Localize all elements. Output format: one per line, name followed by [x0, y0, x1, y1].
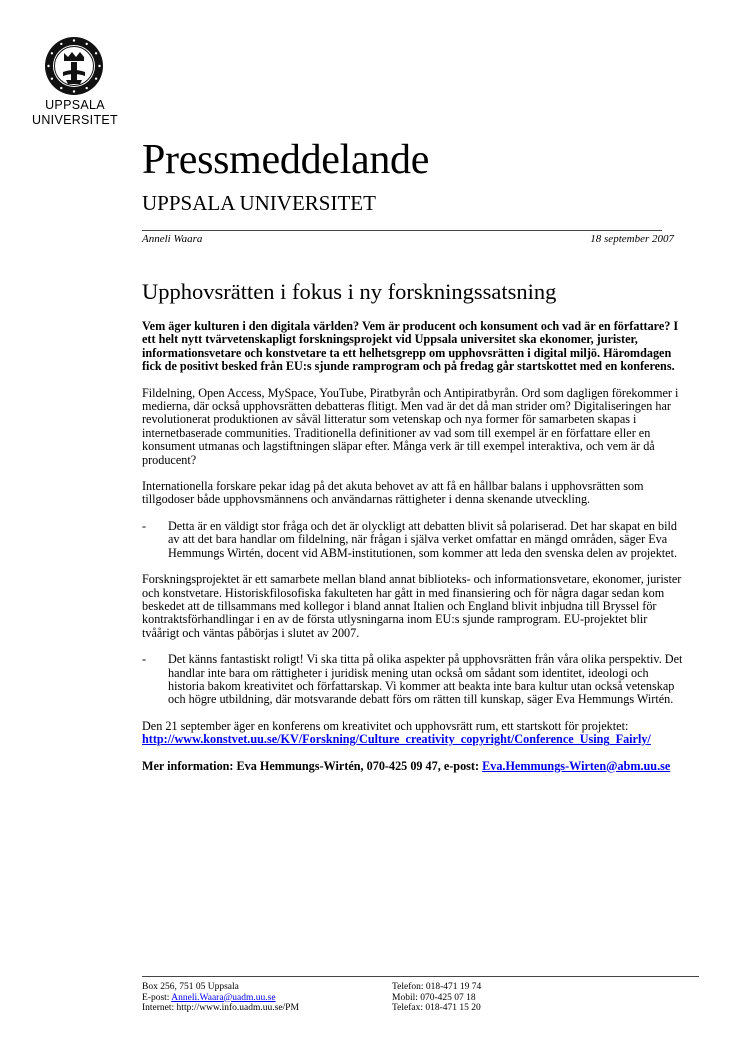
article-body: [142, 320, 687, 786]
press-headline: Upphovsrätten i fokus i ny forskningssatsning: [142, 279, 557, 304]
uppsala-university-seal-icon: [44, 36, 104, 96]
paragraph-4: [142, 720, 687, 747]
contact-email-link[interactable]: Eva.Hemmungs-Wirten@abm.uu.se: [482, 758, 671, 773]
lead-paragraph: Vem äger kulturen i den digitala världen? Vem är producent och konsument och vad är en författare? I ett helt nytt tvärvetenskapligt forskningsprojekt vid Uppsala universitet ska ekonomer, jurister, informationsvetare och konstvetare ta ett helhetsgrepp om upphovsrätten i digital miljö. Häromdagen fick de positivt besked från EU:s sjunde ramprogram och på fredag går startskottet med en konferens.: [142, 319, 679, 374]
footer-email-link[interactable]: Anneli.Waara@uadm.uu.se: [171, 992, 276, 1003]
footer-email-row: [142, 993, 299, 1004]
publish-date: 18 september 2007: [590, 233, 674, 245]
footer-contact-right: [392, 982, 481, 1014]
paragraph-2: Internationella forskare pekar idag på det akuta behovet av att få en hållbar balans i upphovsrätten som tillgodoser både upphovsmännens och användarnas rättigheter i denna skenande utveckling.: [142, 479, 644, 507]
university-logo-text: [0, 98, 150, 128]
logo-line-2: UNIVERSITET: [32, 113, 118, 127]
page-title: Pressmeddelande: [142, 137, 430, 183]
conference-link[interactable]: http://www.konstvet.uu.se/KV/Forskning/Culture_creativity_copyright/Conference_Using_Fairly/: [142, 732, 651, 747]
conference-intro: Den 21 september äger en konferens om kreativitet och upphovsrätt rum, ett startskott för projektet:: [142, 718, 629, 733]
footer-contact-left: [142, 982, 299, 1014]
footer-email-label: E-post:: [142, 992, 172, 1003]
quote-dash: -: [142, 518, 147, 533]
footer-phone: Telefon: 018-471 19 74: [392, 982, 482, 992]
footer-internet: Internet: http://www.info.uadm.uu.se/PM: [142, 1003, 299, 1013]
quote-1-text: Detta är en väldigt stor fråga och det är olyckligt att debatten blivit så polariserad. Det har skapat en bild av att det bara handlar om fildelning, när frågan i själva verket omfattar en mängd områden, säger Eva Hemmungs Wirtén, docent vid ABM-institutionen, som kommer att leda den svenska delen av projektet.: [168, 518, 678, 560]
footer-mobile: Mobil: 070-425 07 18: [392, 992, 476, 1003]
quote-dash: -: [142, 652, 147, 667]
paragraph-1: Fildelning, Open Access, MySpace, YouTube, Piratbyrån och Antipiratbyrån. Ord som dagligen förekommer i medierna, där också upphovsrätten debatteras flitigt. Men vad är det då man strider om? Digitaliseringen har revolutionerat produktionen av såväl litteratur som vetenskap och nya former för samarbeten skapas i internetbaserade communities. Traditionella definitioner av vad som till exempel är en författare eller en konsument utmanas och lagstiftningen släpar efter. Många verk är till exempel interaktiva, och vem är då producent?: [142, 385, 679, 467]
paragraph-3: Forskningsprojektet är ett samarbete mellan bland annat biblioteks- och informationsvetare, ekonomer, jurister och konstvetare. Historiskfilosofiska fakulteten har gått in med finansiering och för några dagar sedan kom beskedet att de tillsammans med kollegor i bland annat Italien och England blivit inbjudna till Bryssel för kontraktsförhandlingar i en av de första utlysningarna inom EU:s sjunde ramprogram. EU-projektet blir tvåårigt och väntas påbörjas i slutet av 2007.: [142, 572, 682, 640]
page-subtitle: UPPSALA UNIVERSITET: [142, 191, 376, 215]
footer-divider: [142, 976, 699, 977]
header-divider: [142, 230, 662, 231]
more-info-text: Mer information: Eva Hemmungs-Wirtén, 070-425 09 47, e-post:: [142, 758, 483, 773]
quote-2-text: Det känns fantastiskt roligt! Vi ska titta på olika aspekter på upphovsrätten från våra olika perspektiv. Det handlar inte bara om rättigheter i juridisk mening utan också om sådant som identitet, ideologi och historia bakom kreativitet och författarskap. Vi kommer att beakta inte bara kultur utan också vetenskap och högre utbildning, där motsvarande debatt förs om rätten till kunskap, säger Eva Hemmungs Wirtén.: [168, 652, 683, 707]
logo-line-1: UPPSALA: [45, 98, 105, 112]
quote-1: [142, 520, 687, 560]
author-name: Anneli Waara: [142, 233, 203, 245]
footer-fax: Telefax: 018-471 15 20: [392, 1003, 481, 1013]
more-info: [142, 760, 687, 773]
quote-2: [142, 653, 687, 707]
footer-address: Box 256, 751 05 Uppsala: [142, 982, 239, 992]
